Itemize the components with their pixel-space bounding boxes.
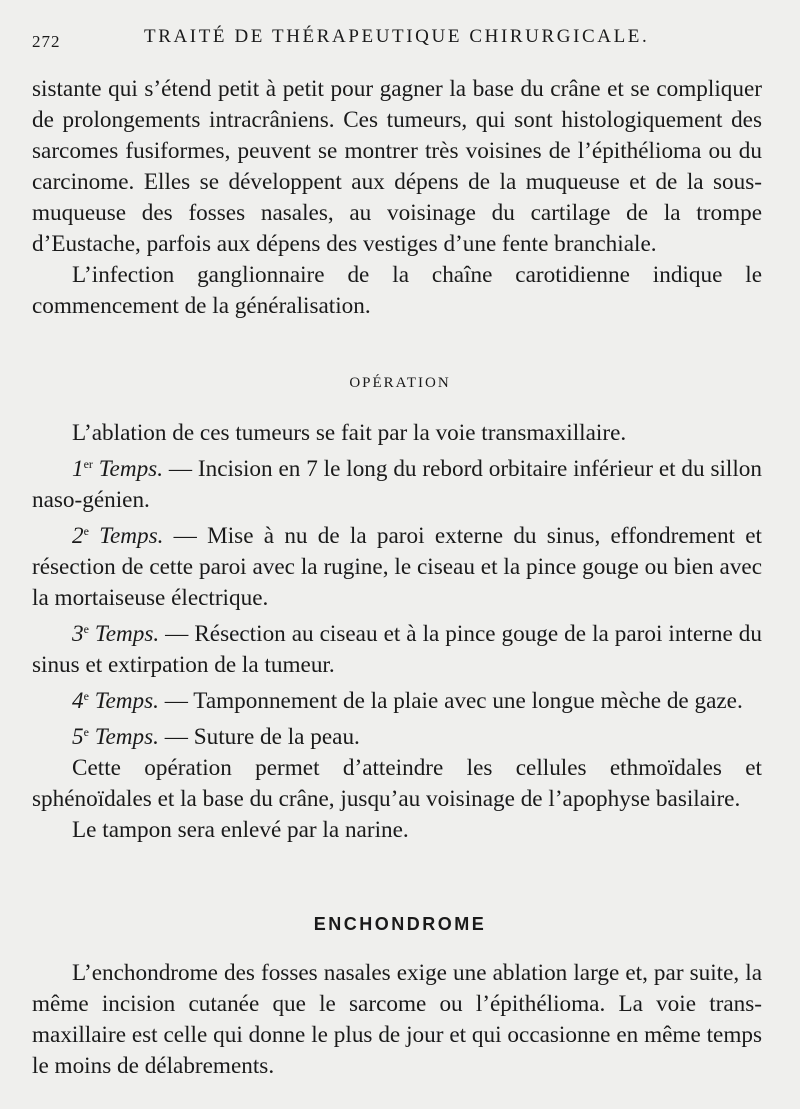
step-4-text: — Tamponnement de la plaie avec une longue mèche de gaze.	[158, 688, 743, 714]
intro-section	[32, 74, 762, 322]
operation-section	[32, 418, 762, 846]
step-3-label	[72, 621, 159, 647]
page-number: 272	[32, 32, 61, 51]
step-2-word: Temps.	[99, 523, 164, 549]
step-3-number: 3	[72, 621, 84, 647]
enchondrome-section	[32, 958, 762, 1082]
step-1-label	[72, 456, 163, 482]
step-1	[32, 449, 762, 516]
step-4-word: Temps.	[94, 688, 159, 714]
step-4	[32, 681, 762, 717]
step-1-suffix: er	[83, 457, 93, 471]
step-3-suffix: e	[83, 622, 89, 636]
paragraph-operation-intro: L’ablation de ces tumeurs se fait par la voie transmaxillaire.	[72, 420, 627, 446]
step-2-text: — Mise à nu de la paroi externe du sinus, effondrement et résection de cette paroi avec la rugine, le ciseau et la pince gouge ou bien avec la mortaiseuse électrique.	[32, 523, 762, 611]
step-4-label	[72, 688, 159, 714]
step-5	[32, 717, 762, 753]
step-4-suffix: e	[83, 689, 89, 703]
paragraph-enchondrome: L’enchondrome des fosses nasales exige une ablation large et, par suite, la même incision cutanée que le sarcome ou l’épithélioma. La voie trans-maxillaire est celle qui donne le plus de jour et qui occasionne en même temps le moins de délabrements.	[32, 960, 762, 1079]
section-heading-operation: OPÉRATION	[349, 375, 451, 391]
step-5-text: — Suture de la peau.	[158, 724, 360, 750]
step-2-suffix: e	[83, 524, 89, 538]
running-title: TRAITÉ DE THÉRAPEUTIQUE CHIRURGICALE.	[144, 26, 650, 47]
section-heading-enchondrome: ENCHONDROME	[313, 914, 487, 934]
step-1-text: — Incision en 7 le long du rebord orbitaire inférieur et du sillon naso-génien.	[32, 456, 762, 513]
step-3-text: — Résection au ciseau et à la pince gouge de la paroi interne du sinus et extirpation de la tumeur.	[32, 621, 762, 678]
step-3-word: Temps.	[94, 621, 160, 647]
paragraph-operation-scope: Cette opération permet d’atteindre les cellules ethmoïdales et sphénoïdales et la base du crâne, jusqu’au voisinage de l’apophyse basilaire.	[32, 755, 762, 812]
paragraph-continuation: sistante qui s’étend petit à petit pour gagner la base du crâne et se compliquer de prolongements intracrâniens. Ces tumeurs, qui sont histologiquement des sarcomes fusiformes, peuvent se montrer très voisines de l’épithélioma ou du carcinome. Elles se développent aux dépens de la muqueuse et de la sous-muqueuse des fosses nasales, au voisinage du cartilage de la trompe d’Eustache, parfois aux dépens des vestiges d’une fente branchiale.	[32, 76, 762, 257]
step-3	[32, 614, 762, 681]
paragraph-infection: L’infection ganglionnaire de la chaîne carotidienne indique le commencement de la généralisation.	[32, 262, 762, 319]
paragraph-tampon: Le tampon sera enlevé par la narine.	[72, 817, 409, 843]
step-1-word: Temps.	[98, 456, 163, 482]
page-header	[32, 26, 772, 54]
step-2-label	[72, 523, 163, 549]
step-4-number: 4	[72, 688, 84, 714]
step-1-number: 1	[72, 456, 84, 482]
step-5-label	[72, 724, 159, 750]
step-5-suffix: e	[83, 725, 89, 739]
step-5-word: Temps.	[94, 724, 159, 750]
step-2	[32, 516, 762, 614]
step-2-number: 2	[72, 523, 84, 549]
step-5-number: 5	[72, 724, 84, 750]
